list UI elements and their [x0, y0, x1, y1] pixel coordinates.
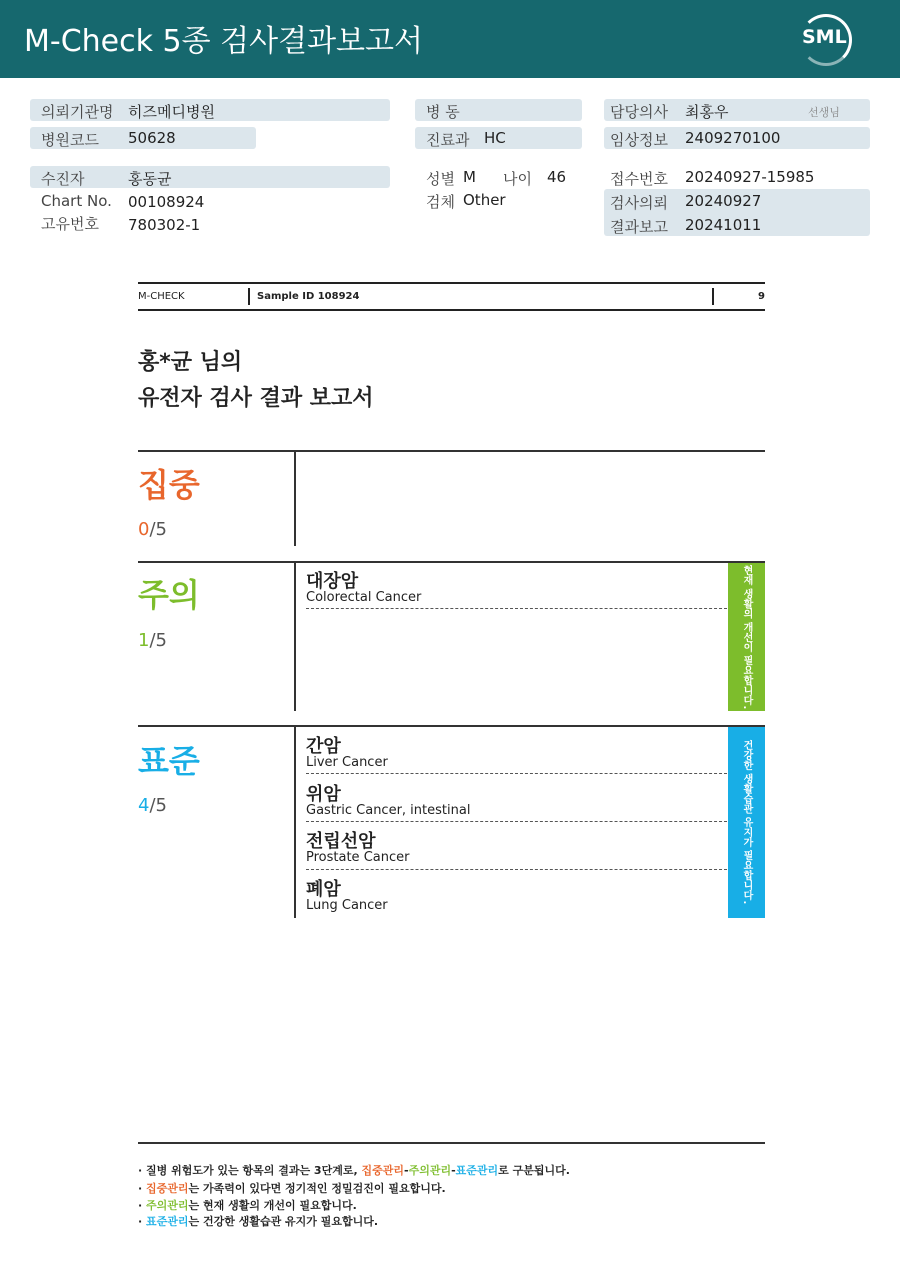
note-1-post: 로 구분됩니다.: [498, 1164, 570, 1177]
cancer-name-en: Prostate Cancer: [306, 850, 410, 865]
note-2-key: 집중관리: [146, 1182, 189, 1195]
note-4: · 표준관리는 건강한 생활습관 유지가 필요합니다.: [138, 1215, 379, 1228]
chart-value: 00108924: [128, 193, 205, 211]
age-value: 46: [547, 168, 567, 186]
brand-label: M-CHECK: [138, 291, 185, 302]
note-1-focus: 집중관리: [361, 1164, 404, 1177]
ward-label: 병 동: [426, 103, 460, 121]
report-top-line: [138, 282, 765, 284]
standard-count: [138, 795, 167, 816]
result-value: 20241011: [685, 216, 762, 234]
caution-count-total: /5: [149, 630, 167, 651]
receipt-value: 20240927-15985: [685, 168, 815, 186]
cancer-name-ko: 폐암: [306, 879, 341, 900]
specimen-label: 검체: [426, 193, 455, 211]
cancer-name-ko: 간암: [306, 736, 341, 757]
section-vertical-line: [294, 563, 296, 711]
chart-label: Chart No.: [41, 192, 112, 210]
age-label: 나이: [503, 170, 532, 188]
dept-value: HC: [484, 129, 506, 147]
dashed-separator: [306, 821, 727, 822]
standard-count-total: /5: [149, 795, 167, 816]
note-1-pre: 질병 위험도가 있는 항목의 결과는 3단계로,: [146, 1164, 362, 1177]
section-vertical-line: [294, 452, 296, 546]
divider: [248, 288, 250, 305]
patient-value: 홍동균: [128, 170, 172, 188]
dashed-separator: [306, 608, 727, 609]
standard-label: 표준: [138, 742, 200, 780]
cancer-name-ko: 대장암: [306, 571, 359, 592]
receipt-label: 접수번호: [610, 170, 668, 188]
report-header: [0, 0, 900, 78]
request-value: 20240927: [685, 192, 762, 210]
focus-label: 집중: [138, 466, 200, 504]
doctor-suffix: 선생님: [808, 106, 840, 119]
cancer-name-en: Gastric Cancer, intestinal: [306, 803, 471, 818]
clinical-value: 2409270100: [685, 129, 781, 147]
caution-side-text: 현재 생활의 개선이 필요합니다.: [741, 564, 752, 710]
sex-label: 성별: [426, 170, 455, 188]
sml-logo: [796, 12, 856, 66]
sex-value: M: [463, 168, 476, 186]
doctor-value: 최홍우: [685, 103, 729, 121]
note-2: · 집중관리는 가족력이 있다면 정기적인 정밀검진이 필요합니다.: [138, 1182, 446, 1195]
cancer-name-en: Colorectal Cancer: [306, 590, 422, 605]
section-divider: [138, 450, 765, 452]
caution-label: 주의: [138, 576, 200, 614]
caution-count-value: 1: [138, 630, 150, 651]
cancer-name-en: Lung Cancer: [306, 898, 388, 913]
greeting-line1: 홍*균 님의: [138, 350, 243, 375]
focus-count-value: 0: [138, 519, 150, 540]
caution-side-tab: [728, 563, 765, 711]
note-1-dash2: -: [451, 1164, 456, 1177]
footer-divider: [138, 1142, 765, 1144]
id-value: 780302-1: [128, 216, 201, 234]
page-number: 9: [758, 291, 765, 302]
focus-count-total: /5: [149, 519, 167, 540]
sample-id: Sample ID 108924: [257, 291, 360, 302]
hospital-value: 히즈메디병원: [128, 103, 215, 121]
note-1: · 질병 위험도가 있는 항목의 결과는 3단계로, 집중관리-주의관리-표준관리로 구분됩니다.: [138, 1164, 570, 1177]
cancer-name-en: Liver Cancer: [306, 755, 388, 770]
dept-label: 진료과: [426, 131, 470, 149]
section-vertical-line: [294, 727, 296, 918]
dashed-separator: [306, 773, 727, 774]
note-1-standard: 표준관리: [455, 1164, 499, 1177]
note-1-dash1: -: [403, 1164, 409, 1177]
focus-count: [138, 519, 167, 540]
logo-text: SML: [802, 26, 847, 48]
standard-side-tab: [728, 727, 765, 918]
standard-count-value: 4: [138, 795, 150, 816]
note-4-text: 는 건강한 생활습관 유지가 필요합니다.: [188, 1215, 379, 1228]
note-4-key: 표준관리: [146, 1215, 189, 1228]
caution-count: [138, 630, 167, 651]
section-divider: [138, 561, 765, 563]
code-label: 병원코드: [41, 131, 99, 149]
note-3-key: 주의관리: [146, 1199, 189, 1212]
section-divider: [138, 725, 765, 727]
divider: [712, 288, 714, 305]
patient-label: 수진자: [41, 170, 85, 188]
report-title: M-Check 5종 검사결과보고서: [24, 24, 423, 59]
clinical-label: 임상정보: [610, 131, 668, 149]
greeting-line2: 유전자 검사 결과 보고서: [138, 386, 374, 411]
code-value: 50628: [128, 129, 176, 147]
request-label: 검사의뢰: [610, 194, 668, 212]
note-1-caution: 주의관리: [408, 1164, 452, 1177]
cancer-name-ko: 위암: [306, 784, 341, 805]
note-3-text: 는 현재 생활의 개선이 필요합니다.: [188, 1199, 357, 1212]
standard-side-text: 건강한 생활습관 유지가 필요합니다.: [741, 740, 752, 905]
hospital-label: 의뢰기관명: [41, 103, 114, 121]
note-2-text: 는 가족력이 있다면 정기적인 정밀검진이 필요합니다.: [188, 1182, 446, 1195]
report-top-line: [138, 309, 765, 311]
result-label: 결과보고: [610, 218, 668, 236]
doctor-label: 담당의사: [610, 103, 668, 121]
specimen-value: Other: [463, 191, 506, 209]
note-3: · 주의관리는 현재 생활의 개선이 필요합니다.: [138, 1199, 357, 1212]
id-label: 고유번호: [41, 215, 99, 233]
dashed-separator: [306, 869, 727, 870]
cancer-name-ko: 전립선암: [306, 831, 376, 852]
